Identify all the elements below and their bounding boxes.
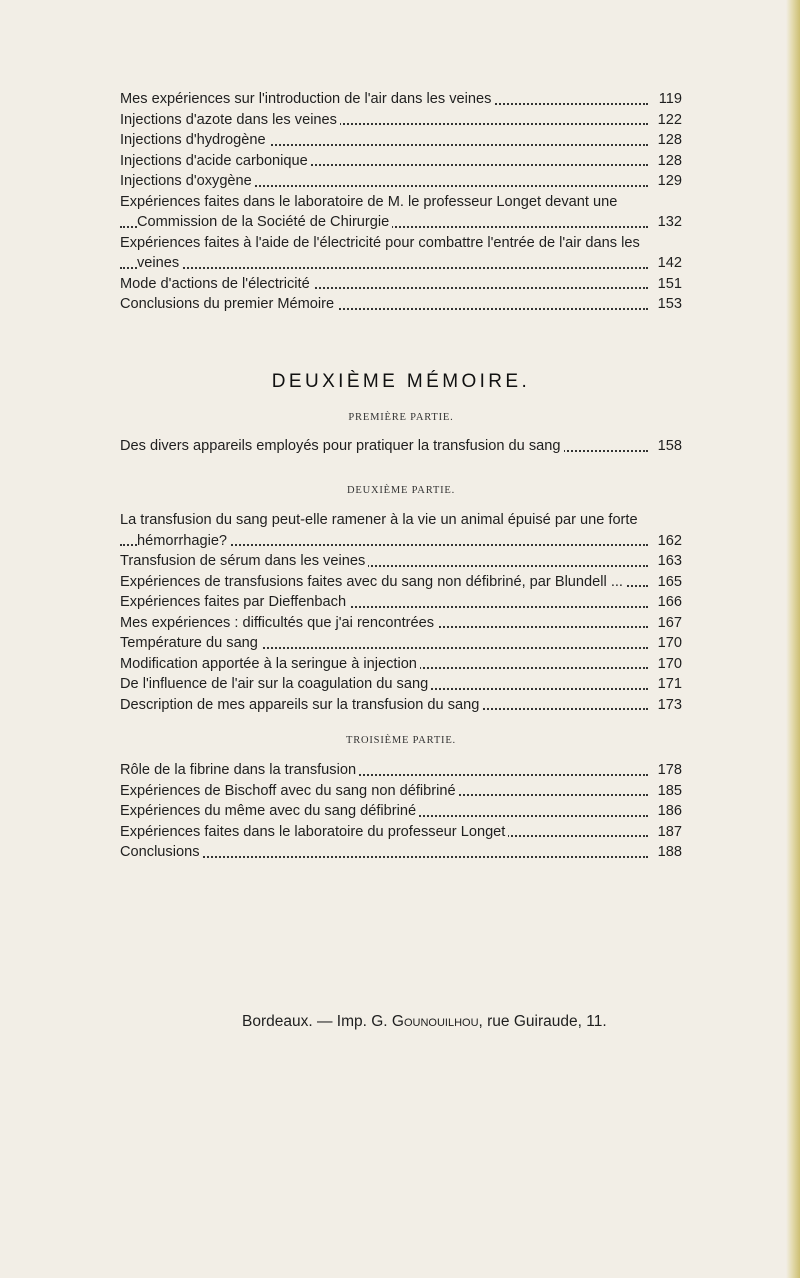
- toc-entry-page: 132: [652, 212, 682, 233]
- toc-part3: [120, 760, 682, 863]
- part2-heading: DEUXIÈME PARTIE.: [346, 485, 456, 496]
- second-memoire-heading-block: [120, 371, 682, 393]
- toc-entry-page: 128: [652, 130, 682, 151]
- part1-heading: PREMIÈRE PARTIE.: [348, 412, 454, 423]
- imprint-address: , rue Guiraude, 11.: [478, 1013, 607, 1030]
- toc-entry-page: 188: [652, 842, 682, 863]
- toc-entry-title: Modification apportée à la seringue à injection: [120, 656, 420, 672]
- toc-entry: [120, 151, 682, 172]
- toc-entry: [120, 192, 682, 233]
- toc-entry-page: 128: [652, 151, 682, 172]
- imprint-city: Bordeaux. — Imp. G.: [242, 1013, 392, 1030]
- toc-entry: [120, 89, 682, 110]
- toc-entry-title: De l'influence de l'air sur la coagulation du sang: [120, 676, 431, 692]
- part3-heading-block: [120, 735, 682, 746]
- toc-entry: [120, 294, 682, 315]
- toc-entry-title: Expériences faites dans le laboratoire de M. le professeur Longet devant une Commission de la Société de Chirurgie: [120, 193, 618, 230]
- toc-entry-title: Mes expériences sur l'introduction de l'air dans les veines: [120, 91, 494, 107]
- toc-entry: [120, 674, 682, 695]
- toc-entry-page: 170: [652, 633, 682, 654]
- toc-entry-title: Injections d'oxygène: [120, 173, 255, 189]
- toc-entry-title: Température du sang: [120, 635, 261, 651]
- toc-entry-title: Des divers appareils employés pour pratiquer la transfusion du sang: [120, 438, 564, 454]
- toc-entry-title: Conclusions du premier Mémoire: [120, 296, 337, 312]
- toc-entry-page: 173: [652, 695, 682, 716]
- toc-entry: [120, 436, 682, 457]
- toc-entry: [120, 130, 682, 151]
- toc-entry-title: Expériences faites à l'aide de l'électricité pour combattre l'entrée de l'air dans les veines: [120, 234, 640, 271]
- toc-entry-page: 163: [652, 551, 682, 572]
- part1-heading-block: [120, 412, 682, 423]
- toc-entry: [120, 613, 682, 634]
- toc-part1: [120, 436, 682, 457]
- toc-entry-page: 170: [652, 654, 682, 675]
- toc-entry-title: Injections d'acide carbonique: [120, 153, 311, 169]
- toc-entry-page: 122: [652, 110, 682, 131]
- toc-entry-page: 151: [652, 274, 682, 295]
- toc-entry-title: Mes expériences : difficultés que j'ai rencontrées: [120, 615, 437, 631]
- toc-entry: [120, 822, 682, 843]
- toc-entry: [120, 274, 682, 295]
- toc-entry: [120, 654, 682, 675]
- toc-part2: [120, 510, 682, 715]
- page-edge-discoloration: [786, 0, 800, 1278]
- toc-entry-title: Expériences de Bischoff avec du sang non défibriné: [120, 783, 459, 799]
- toc-entry: [120, 110, 682, 131]
- toc-entry: [120, 842, 682, 863]
- toc-entry-title: Description de mes appareils sur la transfusion du sang: [120, 697, 482, 713]
- toc-entry-page: 171: [652, 674, 682, 695]
- toc-entry-page: 187: [652, 822, 682, 843]
- toc-entry-title: Rôle de la fibrine dans la transfusion: [120, 762, 359, 778]
- toc-entry: [120, 233, 682, 274]
- toc-entry: [120, 592, 682, 613]
- toc-entry: [120, 781, 682, 802]
- toc-section-first-memoire: [120, 89, 682, 315]
- toc-entry-title: Injections d'azote dans les veines: [120, 112, 340, 128]
- toc-entry-title: La transfusion du sang peut-elle ramener à la vie un animal épuisé par une forte hémorrhagie?: [120, 512, 638, 549]
- toc-entry: [120, 171, 682, 192]
- toc-entry: [120, 760, 682, 781]
- toc-entry-page: 162: [652, 531, 682, 552]
- part3-heading: TROISIÈME PARTIE.: [345, 735, 456, 746]
- memoire-heading: DEUXIÈME MÉMOIRE.: [271, 371, 531, 392]
- toc-entry: [120, 572, 682, 593]
- toc-entry-page: 185: [652, 781, 682, 802]
- toc-entry-page: 178: [652, 760, 682, 781]
- toc-entry: [120, 551, 682, 572]
- toc-entry-title: Expériences faites dans le laboratoire du professeur Longet: [120, 824, 508, 840]
- toc-entry-page: 142: [652, 253, 682, 274]
- part2-heading-block: [120, 485, 682, 496]
- toc-entry: [120, 695, 682, 716]
- toc-entry-page: 165: [652, 572, 682, 593]
- toc-entry: [120, 633, 682, 654]
- toc-entry-page: 186: [652, 801, 682, 822]
- toc-entry: [120, 801, 682, 822]
- toc-entry-title: Injections d'hydrogène: [120, 132, 269, 148]
- toc-entry-page: 158: [652, 436, 682, 457]
- toc-entry-title: Transfusion de sérum dans les veines: [120, 553, 368, 569]
- imprint-printer: Gounouilhou: [391, 1013, 479, 1030]
- toc-entry-title: Expériences de transfusions faites avec du sang non défibriné, par Blundell ...: [120, 574, 626, 590]
- toc-entry-page: 166: [652, 592, 682, 613]
- toc-entry: [120, 510, 682, 551]
- toc-entry-page: 167: [652, 613, 682, 634]
- toc-entry-title: Expériences faites par Dieffenbach: [120, 594, 349, 610]
- toc-entry-page: 153: [652, 294, 682, 315]
- toc-entry-page: 129: [652, 171, 682, 192]
- printer-imprint: [242, 1013, 607, 1031]
- toc-entry-title: Mode d'actions de l'électricité: [120, 276, 313, 292]
- toc-entry-title: Conclusions: [120, 844, 203, 860]
- toc-entry-title: Expériences du même avec du sang défibriné: [120, 803, 419, 819]
- toc-entry-page: 119: [652, 89, 682, 110]
